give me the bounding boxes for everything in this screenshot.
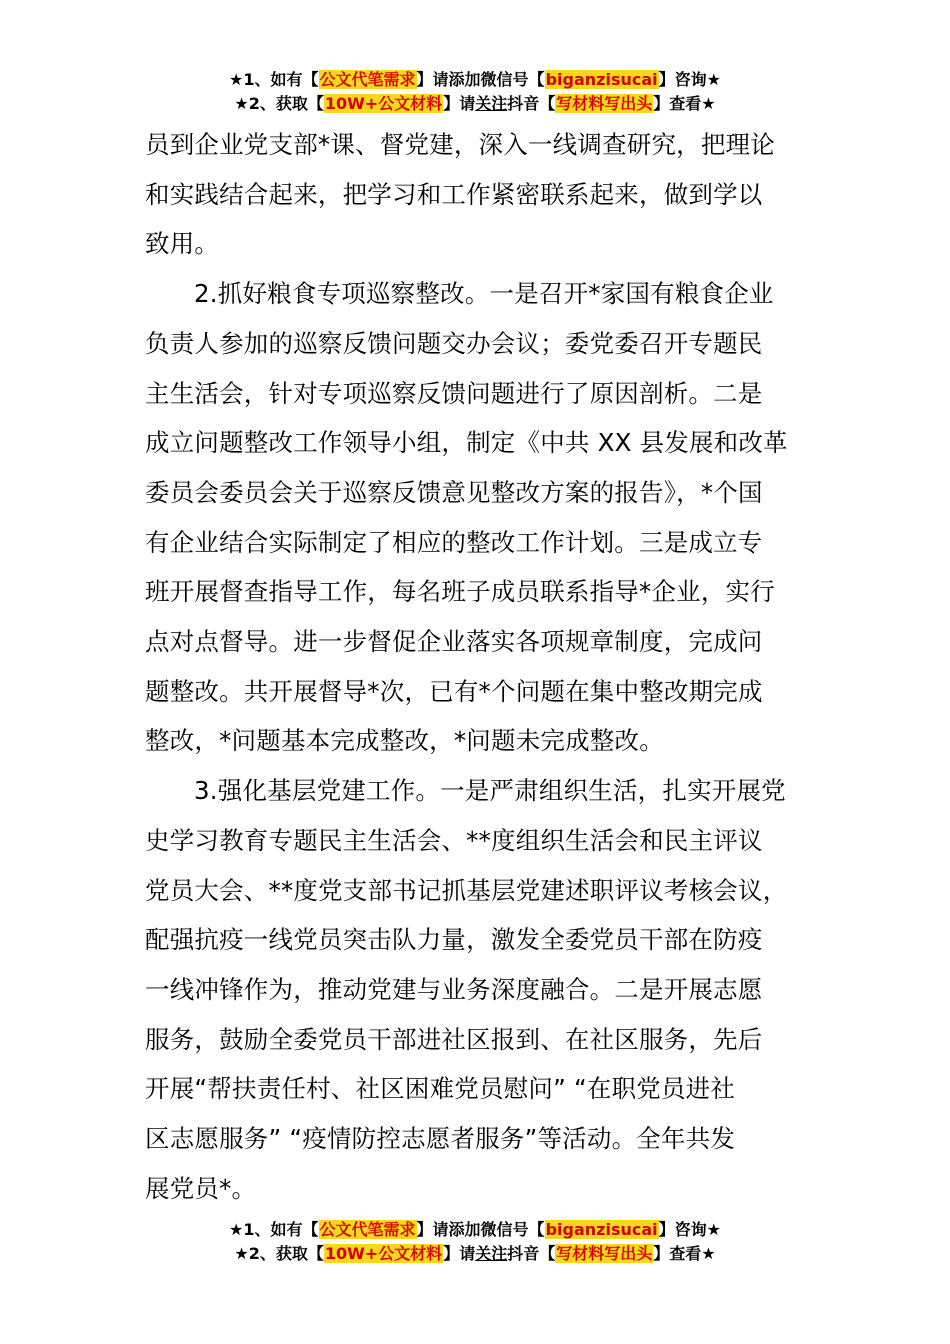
banner-text: 添加 [448,1220,481,1239]
banner-wechat-id: biganzisucai [545,70,658,89]
banner-text: ★1、如有【 [229,70,319,89]
paragraph-continuation [145,120,835,269]
banner-highlight: 10W+公文材料 [324,1244,443,1263]
banner-text: 】请 [416,70,449,89]
banner-text: 】咨询★ [658,70,721,89]
banner-line-1 [0,68,950,92]
text-line: 配强抗疫一线党员突击队力量，激发全委党员干部在防疫 [145,925,763,955]
banner-text: 】咨询★ [658,1220,721,1239]
text-line: 整改，*问题基本完成整改，*问题未完成整改。 [145,726,664,756]
banner-text: 】请 [416,1220,449,1239]
banner-douyin-id: 写材料写出头 [556,1244,653,1263]
text-line: 和实践结合起来，把学习和工作紧密联系起来，做到学以 [145,179,763,209]
banner-douyin-id: 写材料写出头 [556,94,653,113]
banner-text: 】请 [443,1244,476,1263]
banner-text: 】请 [443,94,476,113]
banner-text: ★2、获取【 [234,1244,324,1263]
text-line: 开展“帮扶责任村、社区困难党员慰问” “在职党员进社 [145,1074,736,1104]
text-line: 致用。 [145,229,220,259]
document-body [145,120,835,1213]
banner-line-2 [0,1242,950,1266]
text-line: 员到企业党支部*课、督党建，深入一线调查研究，把理论 [145,130,775,159]
paragraph-grain-inspection [145,269,835,766]
banner-highlight: 10W+公文材料 [324,94,443,113]
banner-highlight: 公文代笔需求 [319,1220,416,1239]
text-line: 成立问题整改工作领导小组，制定《中共 XX 县发展和改革 [145,428,788,458]
banner-highlight: 公文代笔需求 [319,70,416,89]
paragraph-party-building [145,766,835,1213]
text-line: 2.抓好粮食专项巡察整改。一是召开*家国有粮食企业 [194,279,774,309]
banner-text: 关注 [475,1244,508,1263]
text-line: 服务，鼓励全委党员干部进社区报到、在社区服务，先后 [145,1024,763,1054]
text-line: 题整改。共开展督导*次，已有*个问题在集中整改期完成 [145,676,763,706]
text-line: 史学习教育专题民主生活会、**度组织生活会和民主评议 [145,825,763,855]
header-banner [0,68,950,116]
text-line: 一线冲锋作为，推动党建与业务深度融合。二是开展志愿 [145,974,763,1004]
banner-wechat-id: biganzisucai [545,1220,658,1239]
banner-text: 】查看★ [653,94,716,113]
text-line: 点对点督导。进一步督促企业落实各项规章制度，完成问 [145,627,763,657]
text-line: 班开展督查指导工作，每名班子成员联系指导*企业，实行 [145,577,775,607]
banner-text: 微信号【 [480,70,545,89]
text-line: 党员大会、**度党支部书记抓基层党建述职评议考核会议， [145,875,788,905]
text-line: 3.强化基层党建工作。一是严肃组织生活，扎实开展党 [194,776,786,806]
text-line: 委员会委员会关于巡察反馈意见整改方案的报告》，*个国 [145,477,763,507]
banner-text: 微信号【 [480,1220,545,1239]
banner-text: 抖音【 [507,1244,556,1263]
banner-text: ★2、获取【 [234,94,324,113]
banner-line-2 [0,92,950,116]
text-line: 展党员*。 [145,1173,257,1203]
banner-text: ★1、如有【 [229,1220,319,1239]
text-line: 区志愿服务” “疫情防控志愿者服务”等活动。全年共发 [145,1124,736,1154]
text-line: 负责人参加的巡察反馈问题交办会议；委党委召开专题民 [145,328,763,358]
banner-text: 关注 [475,94,508,113]
banner-text: 抖音【 [507,94,556,113]
text-line: 主生活会，针对专项巡察反馈问题进行了原因剖析。二是 [145,378,763,408]
banner-line-1 [0,1218,950,1242]
banner-text: 添加 [448,70,481,89]
footer-banner [0,1218,950,1266]
banner-text: 】查看★ [653,1244,716,1263]
text-line: 有企业结合实际制定了相应的整改工作计划。三是成立专 [145,527,763,557]
